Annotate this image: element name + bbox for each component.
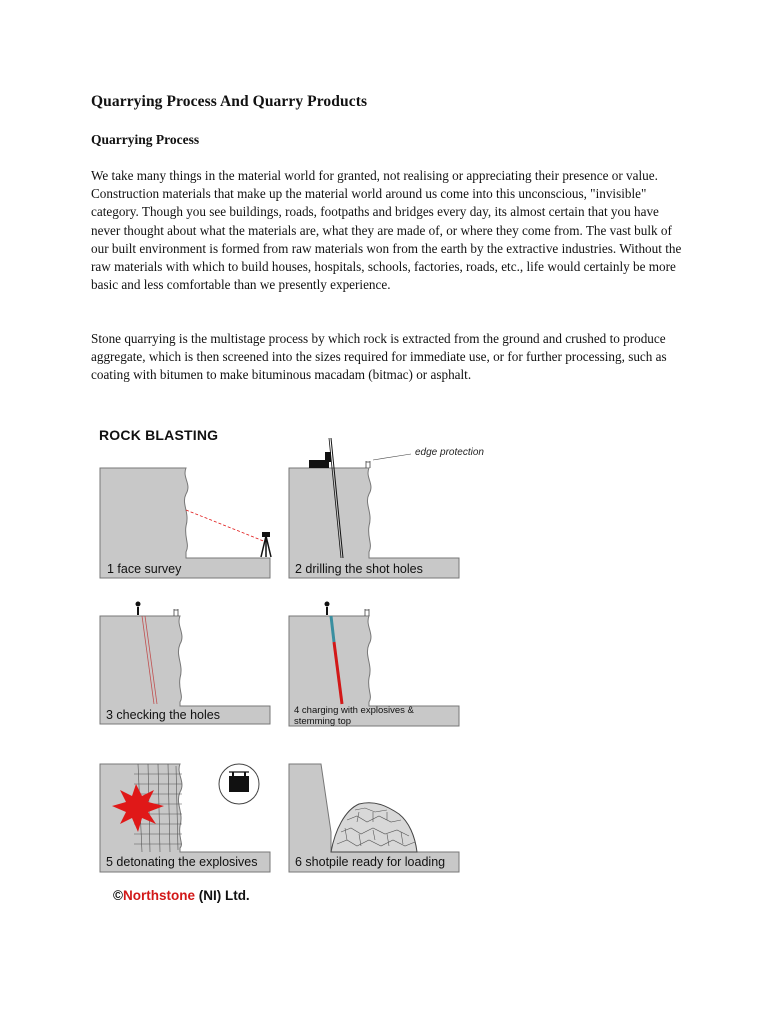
caption-6: 6 shotpile ready for loading [295,855,446,869]
edge-protection-label: edge protection [415,447,484,458]
rock-blasting-figure [90,420,484,910]
paragraph-quarrying: Stone quarrying is the multistage process by which rock is extracted from the ground and crushed to produce aggregate, which is then screened into the sizes required for immediate use, or for further processing, such as coating with bitumen to make bituminous macadam (bitmac) or asphalt. [91,331,667,383]
worker-icon [325,602,330,616]
caption-3: 3 checking the holes [106,708,220,722]
panel-detonating [98,760,273,876]
document-title: Quarrying Process And Quarry Products [91,93,368,110]
credit-brand: Northstone [122,888,195,903]
drilling-rig-icon [309,452,331,468]
caption-4-line-1: 4 charging with explosives & [294,705,414,716]
section-heading: Quarrying Process [91,132,200,147]
shotpile-rock-heap [331,803,417,852]
northstone-credit [113,888,250,903]
panel-drilling [287,434,484,580]
caption-4-line-2: stemming top [294,716,352,727]
caption-1: 1 face survey [107,562,182,576]
edge-protection-marker-icon [174,609,178,616]
caption-5: 5 detonating the explosives [106,855,258,869]
copyright-symbol: © [113,888,123,903]
panel-charging [287,598,467,728]
figure-title: ROCK BLASTING [99,427,219,443]
survey-tripod-icon [261,532,271,557]
panel-face-survey [98,464,273,580]
edge-protection-marker-icon [365,609,369,616]
panel-checking [98,598,273,726]
caption-2: 2 drilling the shot holes [295,562,423,576]
credit-rest: (NI) Ltd. [194,888,250,903]
worker-icon [136,602,141,616]
panel-shotpile [287,760,467,876]
edge-protection-marker-icon [366,461,370,468]
paragraph-intro: We take many things in the material world for granted, not realising or appreciating their presence or value. Construction materials that make up the material world around us come into this unconscious, "invisible" category. Though you see buildings, roads, footpaths and bridges every day, its almost certain that you have never thought about what the materials are, what they are made of, or where they come from. The vast bulk of our built environment is formed from raw materials won from the earth by the extractive industries. Without the raw materials with which to build houses, hospitals, schools, factories, roads, etc., life would certainly be more basic and less comfortable than we presently experience. [91,168,682,293]
detonator-box-icon [219,764,259,804]
